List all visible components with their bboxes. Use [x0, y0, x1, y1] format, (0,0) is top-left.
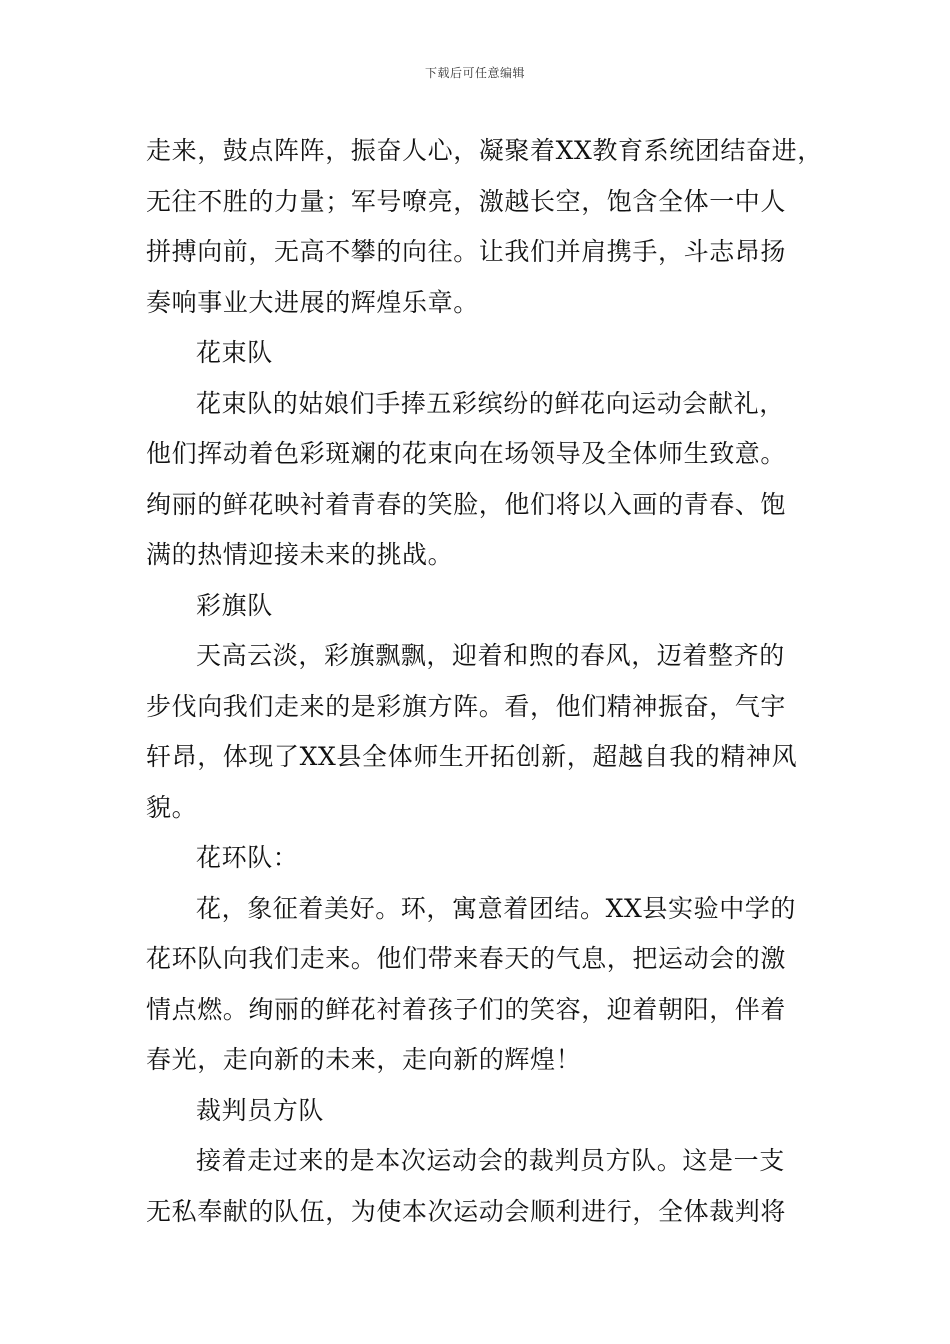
text-line: 轩昂，体现了XX县全体师生开拓创新，超越自我的精神风 — [146, 742, 798, 771]
text-line: 他们挥动着色彩斑斓的花束向在场领导及全体师生致意。 — [146, 439, 787, 468]
text-line: 春光，走向新的未来，走向新的辉煌！ — [146, 1045, 582, 1074]
text-line: 花，象征着美好。环，寓意着团结。XX县实验中学的 — [196, 893, 796, 923]
text-line: 满的热情迎接未来的挑战。 — [146, 540, 454, 569]
section-heading-wreath-team: 花环队： — [196, 843, 299, 872]
text-line: 绚丽的鲜花映衬着青春的笑脸，他们将以入画的青春、饱 — [146, 489, 787, 519]
text-line: 无往不胜的力量；军号嘹亮，激越长空，饱含全体一中人 — [146, 186, 787, 216]
text-line: 天高云淡，彩旗飘飘，迎着和煦的春风，迈着整齐的 — [196, 641, 785, 670]
text-line: 走来，鼓点阵阵，振奋人心，凝聚着XX教育系统团结奋进， — [146, 136, 823, 165]
section-heading-referee-team: 裁判员方队 — [196, 1095, 325, 1125]
page-header-note: 下载后可任意编辑 — [424, 66, 525, 80]
text-line: 奏响事业大进展的辉煌乐章。 — [146, 287, 479, 317]
text-line: 花环队向我们走来。他们带来春天的气息，把运动会的激 — [146, 944, 787, 973]
section-heading-bouquet-team: 花束队 — [196, 338, 273, 367]
text-line: 花束队的姑娘们手捧五彩缤纷的鲜花向运动会献礼， — [196, 388, 785, 418]
text-line: 情点燃。绚丽的鲜花衬着孩子们的笑容，迎着朝阳，伴着 — [146, 994, 787, 1024]
text-line: 貌。 — [146, 792, 198, 822]
text-line: 拼搏向前，无高不攀的向往。让我们并肩携手，斗志昂扬 — [146, 237, 787, 266]
text-line: 接着走过来的是本次运动会的裁判员方队。这是一支 — [196, 1146, 785, 1175]
text-line: 步伐向我们走来的是彩旗方阵。看，他们精神振奋，气宇 — [146, 691, 787, 721]
document-body — [146, 126, 823, 1237]
section-heading-flag-team: 彩旗队 — [196, 590, 273, 620]
text-line: 无私奉献的队伍，为使本次运动会顺利进行，全体裁判将 — [146, 1196, 787, 1226]
